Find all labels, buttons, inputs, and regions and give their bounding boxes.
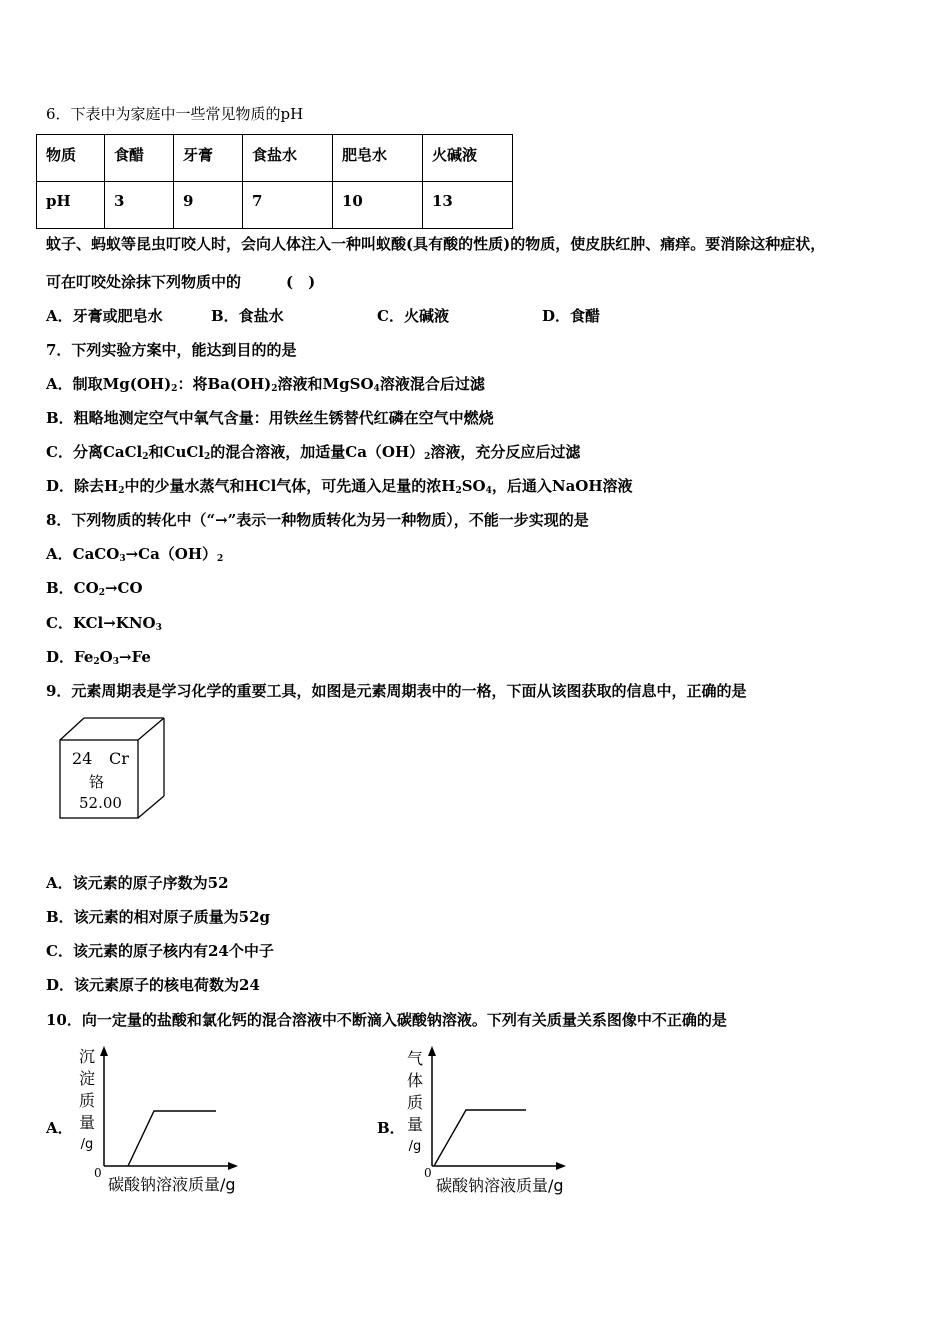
q7-option-d: D．除去$H_2$中的少量水蒸气和HCl气体，可先通入足量的浓$H_2SO_4$，后通入NaOH溶液 (46, 477, 633, 496)
graph-a-origin: 0 (94, 1166, 102, 1180)
element-mass: 52.00 (79, 794, 122, 812)
element-cell-figure (58, 716, 168, 820)
ph-table (36, 134, 513, 229)
q6-option-d: D．食醋 (542, 307, 601, 325)
q8-option-c: C．$KCl\to KNO_3$ (46, 614, 162, 633)
q9-option-c: C．该元素的原子核内有24个中子 (46, 942, 274, 960)
table-cell: 10 (333, 182, 423, 229)
graph-a-ylabel: 沉 淀 质 量 /g (78, 1047, 95, 1152)
q9-option-b: B．该元素的相对原子质量为52g (46, 908, 271, 926)
graph-b-plot (420, 1044, 570, 1170)
element-atomic-number: 24 (72, 749, 93, 768)
table-cell: 9 (174, 182, 243, 229)
table-cell: 肥皂水 (333, 135, 423, 182)
element-symbol: Cr (109, 749, 129, 768)
table-cell: pH (37, 182, 105, 229)
q10-stem: 10．向一定量的盐酸和氯化钙的混合溶液中不断滴入碳酸钠溶液。下列有关质量关系图像中不正确的是 (46, 1011, 727, 1029)
q6-stem-line2: 可在叮咬处涂抹下列物质中的 ( ) (46, 273, 316, 291)
graph-a-plot (92, 1044, 242, 1170)
q7-stem: 7．下列实验方案中，能达到目的的是 (46, 341, 297, 359)
table-cell: 7 (243, 182, 333, 229)
table-cell: 食醋 (105, 135, 174, 182)
table-cell: 火碱液 (423, 135, 513, 182)
graph-a-label: A． (46, 1119, 73, 1137)
table-header-row (37, 135, 513, 182)
table-cell: 物质 (37, 135, 105, 182)
q6-option-c: C．火碱液 (377, 307, 449, 325)
q9-option-a: A．该元素的原子序数为52 (46, 874, 229, 892)
q8-option-b: B．$CO_2\to CO$ (46, 579, 143, 598)
q6-option-a: A．牙膏或肥皂水 (46, 307, 163, 325)
q6-option-b: B．食盐水 (211, 307, 284, 325)
table-cell: 3 (105, 182, 174, 229)
table-row (37, 182, 513, 229)
element-name: 铬 (89, 773, 105, 791)
table-cell: 食盐水 (243, 135, 333, 182)
graph-b-label: B． (377, 1119, 405, 1137)
q6-stem-line1: 蚊子、蚂蚁等昆虫叮咬人时，会向人体注入一种叫蚁酸(具有酸的性质)的物质，使皮肤红肿、痛痒。要消除这种症状， (46, 235, 826, 253)
graph-b-origin: 0 (424, 1166, 432, 1180)
graph-a-xlabel: 碳酸钠溶液质量/g (108, 1175, 236, 1194)
q8-option-d: D．$Fe_2O_3\to Fe$ (46, 648, 151, 667)
q8-stem: 8．下列物质的转化中（“→”表示一种物质转化为另一种物质），不能一步实现的是 (46, 511, 589, 529)
q7-option-a: A．制取$Mg(OH)_2$：将$Ba(OH)_2$溶液和MgSO$_4$溶液混合后过滤 (46, 375, 485, 394)
q7-option-b: B．粗略地测定空气中氧气含量：用铁丝生锈替代红磷在空气中燃烧 (46, 409, 494, 427)
q8-option-a: A．$CaCO_3\to Ca(OH)_2$ (46, 545, 224, 564)
q9-option-d: D．该元素原子的核电荷数为24 (46, 976, 260, 994)
q9-stem: 9．元素周期表是学习化学的重要工具，如图是元素周期表中的一格，下面从该图获取的信息中，正确的是 (46, 682, 747, 700)
graph-b-xlabel: 碳酸钠溶液质量/g (436, 1176, 564, 1195)
graph-b-ylabel: 气 体 质 量 /g (406, 1049, 423, 1154)
table-cell: 牙膏 (174, 135, 243, 182)
q6-intro: 6．下表中为家庭中一些常见物质的pH (46, 105, 304, 123)
table-cell: 13 (423, 182, 513, 229)
q7-option-c: C．分离CaCl$_2$和CuCl$_2$的混合溶液，加适量$Ca(OH)_2$溶液，充分反应后过滤 (46, 443, 581, 462)
